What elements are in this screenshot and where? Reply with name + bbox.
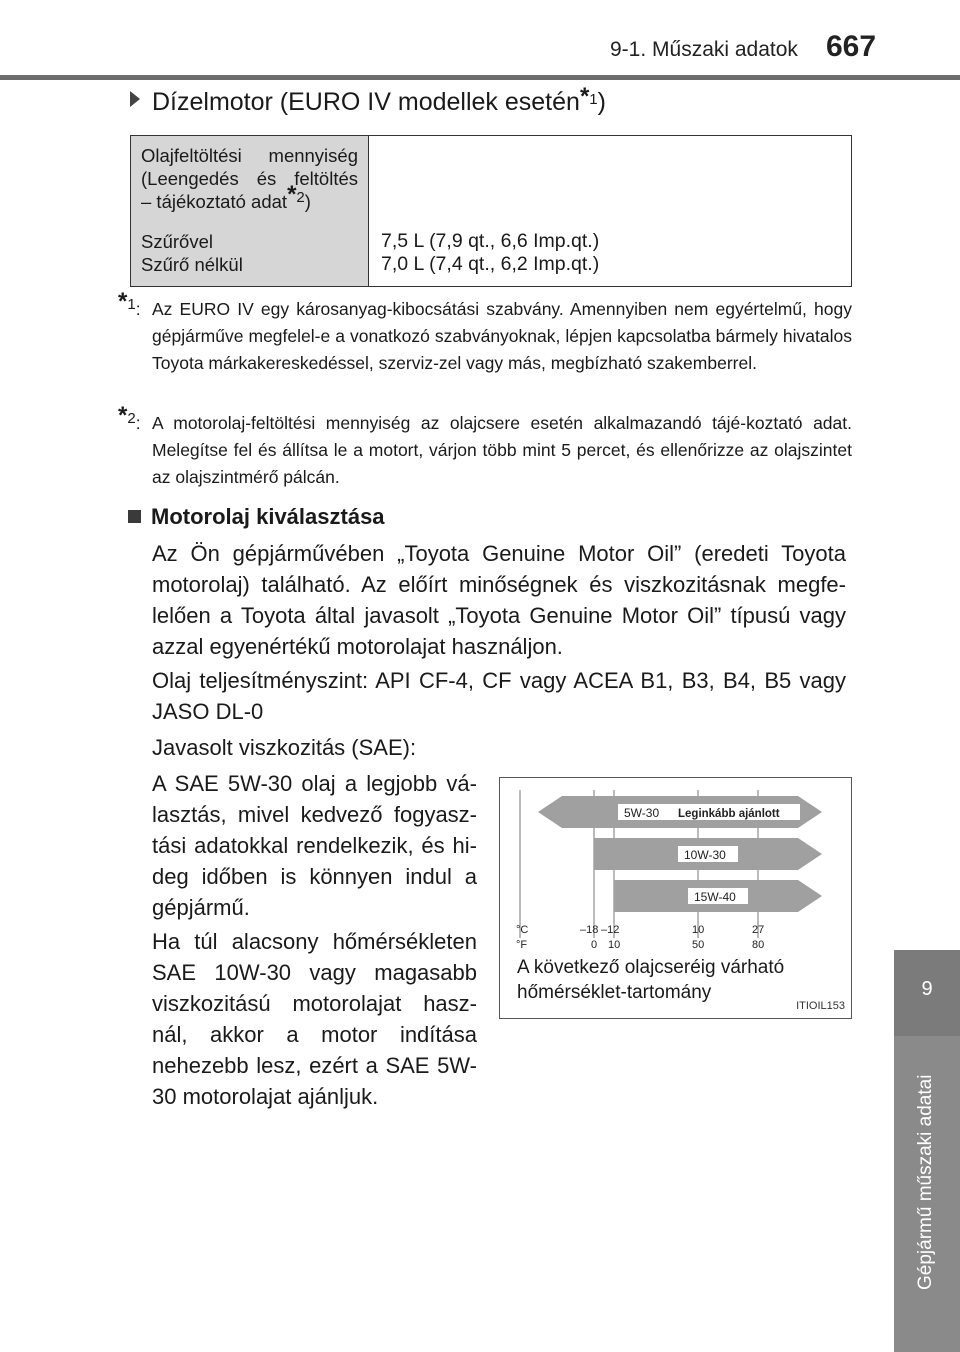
section-title: 9-1. Műszaki adatok bbox=[610, 38, 798, 61]
celsius-unit: °C bbox=[516, 924, 529, 936]
figure-caption: A következő olajcseréig várható hőmérséklet-tartomány bbox=[517, 957, 785, 1003]
capacity-value-cell bbox=[369, 136, 851, 286]
fahrenheit-unit: °F bbox=[516, 939, 528, 951]
celsius-tick: 10 bbox=[692, 924, 705, 936]
fahrenheit-tick: 10 bbox=[608, 939, 621, 951]
fahrenheit-tick: 50 bbox=[692, 939, 705, 951]
fahrenheit-tick: 0 bbox=[591, 939, 598, 951]
oil-paragraph-3: Javasolt viszkozitás (SAE): bbox=[152, 735, 417, 760]
capacity-label-cell bbox=[131, 136, 369, 286]
fahrenheit-tick: 80 bbox=[752, 939, 765, 951]
row-value-with-filter: 7,5 L (7,9 qt., 6,6 Imp.qt.) bbox=[381, 230, 600, 252]
row-label-without-filter: Szűrő nélkül bbox=[141, 254, 243, 275]
celsius-tick: –18 bbox=[580, 924, 599, 936]
header-rule bbox=[0, 75, 960, 80]
diesel-heading: Dízelmotor (EURO IV modellek esetén$^{*1}$) bbox=[130, 88, 606, 117]
oil-paragraph-5: Ha túl alacsony hőmérsékleten SAE 10W-30 vagy magasabb viszkozitású motorolajat hasz-nál, akkor a motor indítása nehezebb lesz, ezért a SAE 5W-30 motorolajat ajánljuk. bbox=[152, 929, 477, 1109]
row-value-without-filter: 7,0 L (7,4 qt., 6,2 Imp.qt.) bbox=[381, 253, 600, 275]
oil-paragraph-4: A SAE 5W-30 olaj a legjobb vá-lasztás, mivel kedvező fogyasz-tási adatokkal rendelkezik, és hi-deg időben is könnyen indul a gépjármű. bbox=[152, 771, 477, 920]
bar-15w40-grade: 15W-40 bbox=[694, 890, 736, 904]
footnote-2: $^{*2}$: A motorolaj-feltöltési mennyiség az olajcsere esetén alkalmazandó tájé-koztató adat. Melegítse fel és állítsa le a motort, várjon több mint 5 percet, és ellenőrizze az olajszintet az olajszintmérő pálcán. bbox=[118, 402, 852, 487]
footnote-ref-2: *2 bbox=[287, 181, 305, 208]
oil-selection-heading: Motorolaj kiválasztása bbox=[128, 504, 385, 530]
oil-capacity-table bbox=[130, 135, 852, 287]
page-number: 667 bbox=[826, 30, 877, 63]
figure-id: ITIOIL153 bbox=[796, 1000, 845, 1012]
triangle-bullet-icon bbox=[130, 91, 140, 107]
bar-5w30-note: Leginkább ajánlott bbox=[678, 808, 780, 820]
row-label-with-filter: Szűrővel bbox=[141, 231, 213, 252]
footnote-1: $^{*1}$: Az EURO IV egy károsanyag-kibocsátási szabvány. Amennyiben nem egyértelmű, hogy gépjárműve megfelel-e a vonatkozó szabványoknak, lépjen kapcsolatba bármely hivatalos Toyota márkakereskedéssel, szerviz-zel vagy más, megbízható szakemberrel. bbox=[118, 288, 852, 373]
bar-10w30-grade: 10W-30 bbox=[684, 848, 726, 862]
oil-paragraph-1: Az Ön gépjárművében „Toyota Genuine Motor Oil” (eredeti Toyota motorolaj) található. Az előírt minőségnek és viszkozitásnak megfe-lelően a Toyota által javasolt „Toyota Genuine Motor Oil” típusú vagy azzal egyenértékű motorolajat használjon. bbox=[152, 541, 846, 659]
footnote-ref-1: *1 bbox=[579, 83, 598, 110]
chapter-number: 9 bbox=[921, 978, 933, 1000]
celsius-tick: 27 bbox=[752, 924, 765, 936]
celsius-tick: –12 bbox=[601, 924, 620, 936]
square-bullet-icon bbox=[128, 510, 141, 523]
chapter-title: Gépjármű műszaki adatai bbox=[915, 1074, 936, 1290]
oil-paragraph-2: Olaj teljesítményszint: API CF-4, CF vagy ACEA B1, B3, B4, B5 vagy JASO DL-0 bbox=[152, 668, 846, 724]
bar-5w30-grade: 5W-30 bbox=[624, 806, 660, 820]
diesel-heading-text: Dízelmotor (EURO IV modellek esetén bbox=[152, 88, 580, 116]
viscosity-figure bbox=[499, 777, 852, 1019]
capacity-description: Olajfeltöltési mennyiség (Leengedés és feltöltés – tájékoztató adat$^{*2}$) bbox=[141, 145, 358, 212]
